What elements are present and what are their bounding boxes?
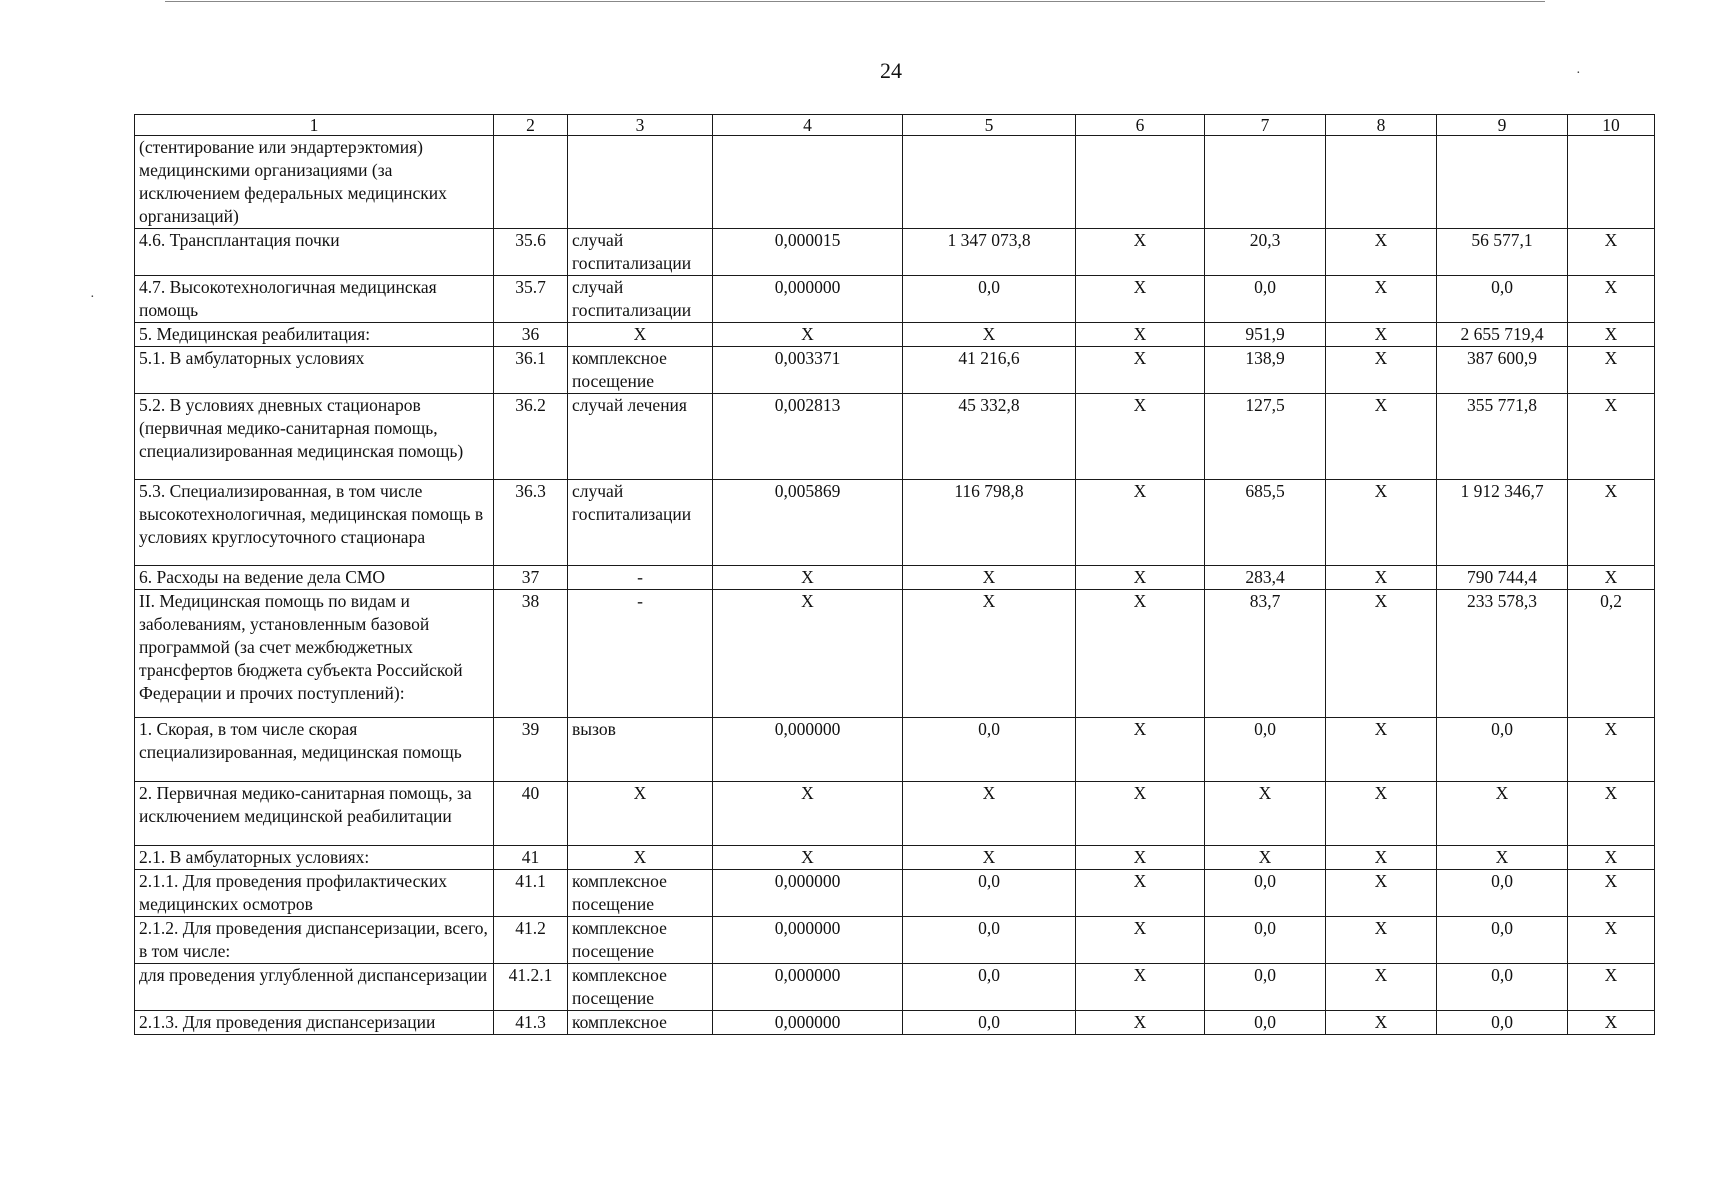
table-cell: 0,0 xyxy=(903,964,1076,1011)
table-cell: Х xyxy=(1076,870,1205,917)
table-cell: 5. Медицинская реабилитация: xyxy=(135,323,494,347)
table-cell: 6. Расходы на ведение дела СМО xyxy=(135,566,494,590)
table-cell: 5.3. Специализированная, в том числе высокотехнологичная, медицинская помощь в условиях круглосуточного стационара xyxy=(135,480,494,566)
table-cell: 36.1 xyxy=(494,347,568,394)
table-cell: 5.2. В условиях дневных стационаров (первичная медико-санитарная помощь, специализированная медицинская помощь) xyxy=(135,394,494,480)
table-cell: 36.2 xyxy=(494,394,568,480)
table-cell: Х xyxy=(713,590,903,718)
table-row xyxy=(135,229,1655,276)
table-cell: комплексное посещение xyxy=(568,917,713,964)
table-cell: 0,0 xyxy=(1437,1011,1568,1035)
column-header: 5 xyxy=(903,115,1076,136)
table-cell: 35.6 xyxy=(494,229,568,276)
table-cell: Х xyxy=(713,323,903,347)
table-cell: 0,000000 xyxy=(713,718,903,782)
table-cell: Х xyxy=(1326,917,1437,964)
table-cell: Х xyxy=(1326,566,1437,590)
table-cell: Х xyxy=(903,590,1076,718)
table-cell: Х xyxy=(568,846,713,870)
table-cell: 0,0 xyxy=(903,870,1076,917)
table-cell: - xyxy=(568,566,713,590)
table-cell: Х xyxy=(1568,276,1655,323)
table-cell: Х xyxy=(1326,229,1437,276)
table-cell: 20,3 xyxy=(1205,229,1326,276)
table-cell: Х xyxy=(1326,1011,1437,1035)
table-cell: 387 600,9 xyxy=(1437,347,1568,394)
table-cell: Х xyxy=(713,782,903,846)
table-cell: Х xyxy=(1568,394,1655,480)
table-cell: 36.3 xyxy=(494,480,568,566)
table-cell: 2.1.1. Для проведения профилактических медицинских осмотров xyxy=(135,870,494,917)
table-cell xyxy=(1326,136,1437,229)
table-cell: комплексное посещение xyxy=(568,870,713,917)
table-cell: Х xyxy=(1205,846,1326,870)
table-cell: 355 771,8 xyxy=(1437,394,1568,480)
table-cell xyxy=(1437,136,1568,229)
table-cell: II. Медицинская помощь по видам и заболеваниям, установленным базовой программой (за счет межбюджетных трансфертов бюджета субъекта Российской Федерации и прочих поступлений): xyxy=(135,590,494,718)
table-cell: 685,5 xyxy=(1205,480,1326,566)
table-row xyxy=(135,394,1655,480)
table-cell: Х xyxy=(1076,229,1205,276)
table-cell: Х xyxy=(1326,480,1437,566)
table-cell: 0,000015 xyxy=(713,229,903,276)
table-cell: Х xyxy=(903,846,1076,870)
table-cell: Х xyxy=(1326,964,1437,1011)
table-cell: Х xyxy=(1326,718,1437,782)
table-cell: Х xyxy=(903,566,1076,590)
table-row xyxy=(135,718,1655,782)
table-cell: 83,7 xyxy=(1205,590,1326,718)
table-cell xyxy=(568,136,713,229)
table-cell: 790 744,4 xyxy=(1437,566,1568,590)
table-cell: Х xyxy=(1076,394,1205,480)
table-cell: 45 332,8 xyxy=(903,394,1076,480)
table-cell: Х xyxy=(568,782,713,846)
table-cell: 283,4 xyxy=(1205,566,1326,590)
table-cell: 0,0 xyxy=(1437,276,1568,323)
table-cell: Х xyxy=(1076,276,1205,323)
table-cell: Х xyxy=(1326,782,1437,846)
table-cell: 41.1 xyxy=(494,870,568,917)
table-cell: (стентирование или эндартерэктомия) медицинскими организациями (за исключением федеральных медицинских организаций) xyxy=(135,136,494,229)
table-cell: Х xyxy=(1568,1011,1655,1035)
table-row xyxy=(135,136,1655,229)
table-cell xyxy=(1205,136,1326,229)
table-cell: Х xyxy=(1326,276,1437,323)
column-header: 9 xyxy=(1437,115,1568,136)
table-cell: Х xyxy=(1437,846,1568,870)
table-cell: Х xyxy=(1568,480,1655,566)
table-cell: 2.1.2. Для проведения диспансеризации, всего, в том числе: xyxy=(135,917,494,964)
table-cell: Х xyxy=(1568,782,1655,846)
table-cell: Х xyxy=(903,323,1076,347)
data-table xyxy=(134,114,1655,1035)
header-row xyxy=(135,115,1655,136)
scan-speck: · xyxy=(90,290,95,305)
table-cell: Х xyxy=(903,782,1076,846)
table-cell: Х xyxy=(1568,870,1655,917)
table-cell: Х xyxy=(1205,782,1326,846)
table-cell: 41 xyxy=(494,846,568,870)
table-cell: Х xyxy=(713,846,903,870)
table-cell: 39 xyxy=(494,718,568,782)
table-row xyxy=(135,782,1655,846)
table-cell: 5.1. В амбулаторных условиях xyxy=(135,347,494,394)
table-cell: 56 577,1 xyxy=(1437,229,1568,276)
table-cell: 116 798,8 xyxy=(903,480,1076,566)
column-header: 8 xyxy=(1326,115,1437,136)
table-cell: случай госпитализации xyxy=(568,276,713,323)
table-cell: 0,0 xyxy=(1205,870,1326,917)
table-cell: Х xyxy=(1568,347,1655,394)
table-cell: 0,0 xyxy=(1437,718,1568,782)
table-cell xyxy=(1568,136,1655,229)
table-cell: случай госпитализации xyxy=(568,480,713,566)
table-cell: - xyxy=(568,590,713,718)
table-row xyxy=(135,347,1655,394)
table-cell: случай лечения xyxy=(568,394,713,480)
table-row xyxy=(135,870,1655,917)
table-cell: для проведения углубленной диспансеризации xyxy=(135,964,494,1011)
table-cell: Х xyxy=(1076,480,1205,566)
table-cell: Х xyxy=(1076,566,1205,590)
table-cell: Х xyxy=(1437,782,1568,846)
table-cell: Х xyxy=(568,323,713,347)
table-cell: 1. Скорая, в том числе скорая специализированная, медицинская помощь xyxy=(135,718,494,782)
table-cell: Х xyxy=(1076,718,1205,782)
table-cell: 2. Первичная медико-санитарная помощь, за исключением медицинской реабилитации xyxy=(135,782,494,846)
table-cell: 0,000000 xyxy=(713,964,903,1011)
table-cell: Х xyxy=(1326,323,1437,347)
table-cell: 0,0 xyxy=(1205,718,1326,782)
table-cell: 1 347 073,8 xyxy=(903,229,1076,276)
table-cell: 0,002813 xyxy=(713,394,903,480)
table-cell: 0,0 xyxy=(1437,917,1568,964)
table-cell xyxy=(494,136,568,229)
table-cell: 0,0 xyxy=(903,917,1076,964)
table-cell: 2 655 719,4 xyxy=(1437,323,1568,347)
table-cell xyxy=(713,136,903,229)
table-cell: 0,0 xyxy=(1205,276,1326,323)
table-cell: Х xyxy=(1326,590,1437,718)
table-cell xyxy=(903,136,1076,229)
table-cell: 41.3 xyxy=(494,1011,568,1035)
table-cell: Х xyxy=(1568,566,1655,590)
table-cell: Х xyxy=(1076,964,1205,1011)
table-row xyxy=(135,964,1655,1011)
table-cell: случай госпитализации xyxy=(568,229,713,276)
table-cell: комплексное xyxy=(568,1011,713,1035)
table-cell: Х xyxy=(713,566,903,590)
table-cell: 0,005869 xyxy=(713,480,903,566)
table-cell: 37 xyxy=(494,566,568,590)
table-row xyxy=(135,846,1655,870)
table-cell: Х xyxy=(1076,782,1205,846)
table-cell: 35.7 xyxy=(494,276,568,323)
column-header: 4 xyxy=(713,115,903,136)
table-row xyxy=(135,590,1655,718)
table-cell: 2.1.3. Для проведения диспансеризации xyxy=(135,1011,494,1035)
table-cell: Х xyxy=(1326,394,1437,480)
table-cell: 38 xyxy=(494,590,568,718)
column-header: 6 xyxy=(1076,115,1205,136)
table-cell: Х xyxy=(1568,964,1655,1011)
table-cell: Х xyxy=(1076,917,1205,964)
table-cell: 0,0 xyxy=(1205,1011,1326,1035)
table-row xyxy=(135,566,1655,590)
table-cell: 0,0 xyxy=(903,276,1076,323)
table-row xyxy=(135,323,1655,347)
table-row xyxy=(135,276,1655,323)
table-cell: Х xyxy=(1568,917,1655,964)
table-cell: 41 216,6 xyxy=(903,347,1076,394)
column-header: 2 xyxy=(494,115,568,136)
table-cell: Х xyxy=(1326,870,1437,917)
scan-speck: · xyxy=(1576,66,1581,81)
column-header: 1 xyxy=(135,115,494,136)
table-cell: 127,5 xyxy=(1205,394,1326,480)
table-row xyxy=(135,1011,1655,1035)
table-cell: 1 912 346,7 xyxy=(1437,480,1568,566)
table-cell: Х xyxy=(1076,846,1205,870)
table-cell xyxy=(1076,136,1205,229)
table-cell: 951,9 xyxy=(1205,323,1326,347)
table-cell: комплексное посещение xyxy=(568,964,713,1011)
table-cell: 41.2.1 xyxy=(494,964,568,1011)
table-cell: 0,0 xyxy=(903,1011,1076,1035)
table-cell: 0,000000 xyxy=(713,276,903,323)
table-cell: Х xyxy=(1326,347,1437,394)
table-cell: 4.6. Трансплантация почки xyxy=(135,229,494,276)
column-header: 10 xyxy=(1568,115,1655,136)
table-cell: Х xyxy=(1568,229,1655,276)
table-cell: комплексное посещение xyxy=(568,347,713,394)
table-cell: Х xyxy=(1076,590,1205,718)
table-cell: Х xyxy=(1076,323,1205,347)
column-header: 3 xyxy=(568,115,713,136)
table-cell: 0,0 xyxy=(1205,917,1326,964)
table-cell: 138,9 xyxy=(1205,347,1326,394)
table-cell: 0,0 xyxy=(1437,870,1568,917)
table-cell: 0,003371 xyxy=(713,347,903,394)
column-header: 7 xyxy=(1205,115,1326,136)
table-cell: 0,000000 xyxy=(713,870,903,917)
page-number: 24 xyxy=(880,58,902,83)
table-cell: Х xyxy=(1568,323,1655,347)
top-rule xyxy=(165,1,1545,2)
table-cell: Х xyxy=(1568,718,1655,782)
table-cell: Х xyxy=(1326,846,1437,870)
table-row xyxy=(135,917,1655,964)
table-cell: 41.2 xyxy=(494,917,568,964)
table-row xyxy=(135,480,1655,566)
table-cell: Х xyxy=(1568,846,1655,870)
table-cell: 0,2 xyxy=(1568,590,1655,718)
table-cell: вызов xyxy=(568,718,713,782)
table-cell: 233 578,3 xyxy=(1437,590,1568,718)
table-cell: 36 xyxy=(494,323,568,347)
table-cell: 2.1. В амбулаторных условиях: xyxy=(135,846,494,870)
table-cell: 0,000000 xyxy=(713,1011,903,1035)
table-cell: 4.7. Высокотехнологичная медицинская помощь xyxy=(135,276,494,323)
table-cell: 0,0 xyxy=(1205,964,1326,1011)
table-cell: 0,0 xyxy=(903,718,1076,782)
table-cell: Х xyxy=(1076,1011,1205,1035)
table-cell: 0,0 xyxy=(1437,964,1568,1011)
table-cell: Х xyxy=(1076,347,1205,394)
table-cell: 40 xyxy=(494,782,568,846)
table-cell: 0,000000 xyxy=(713,917,903,964)
